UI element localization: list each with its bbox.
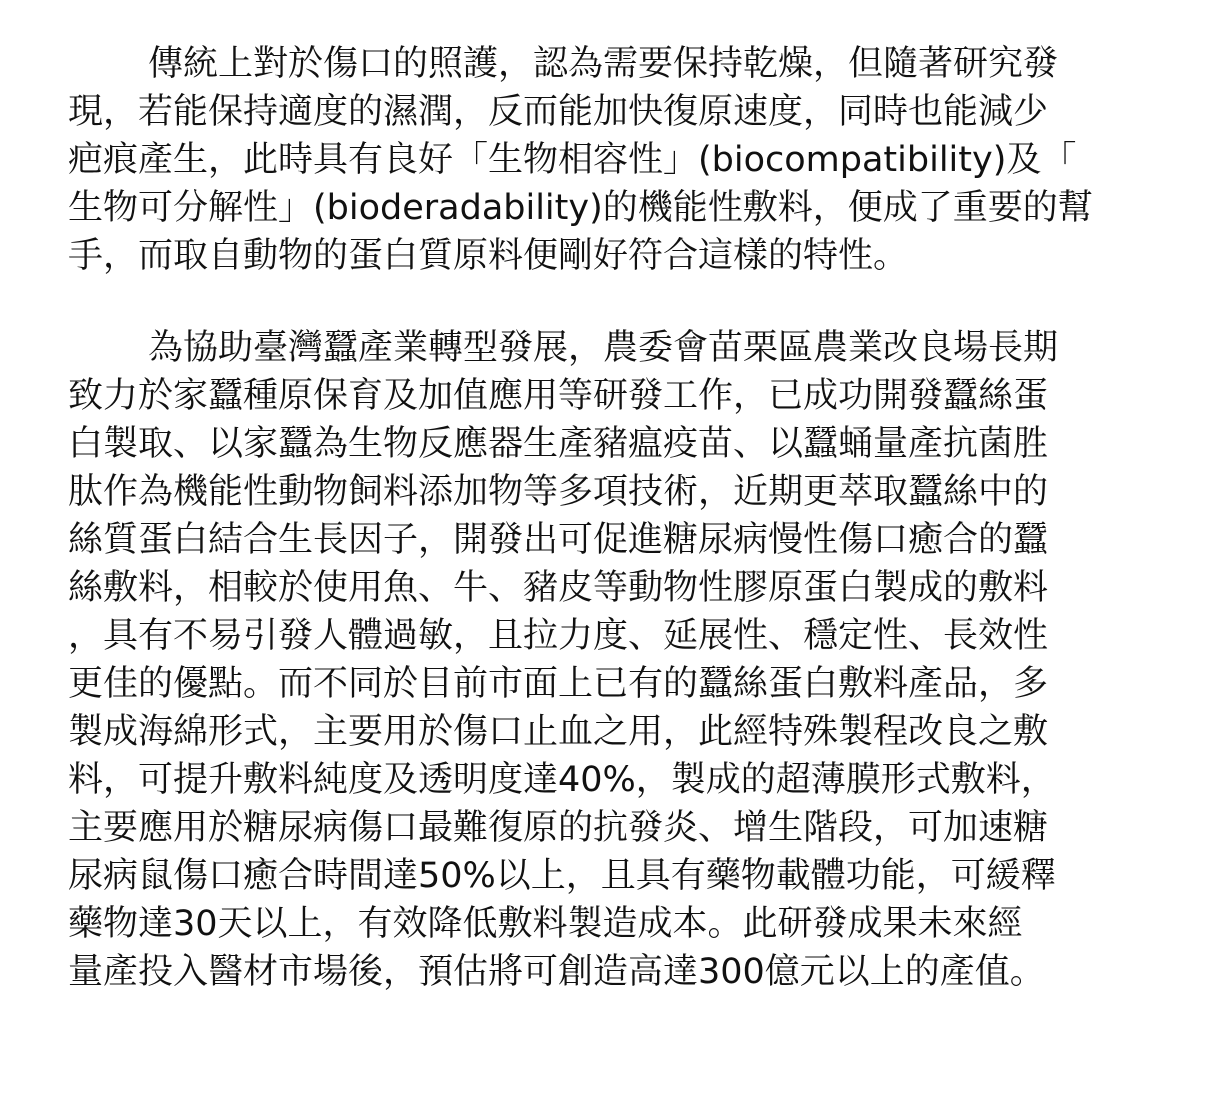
text-line: 絲質蛋白結合生長因子，開發出可促進糖尿病慢性傷口癒合的蠶 (68, 520, 1049, 560)
text-line: 更佳的優點。而不同於目前市面上已有的蠶絲蛋白敷料產品，多 (68, 664, 1049, 704)
text-line: 生物可分解性」(bioderadability)的機能性敷料，便成了重要的幫 (68, 188, 1093, 228)
text-line: 主要應用於糖尿病傷口最難復原的抗發炎、增生階段，可加速糖 (68, 808, 1049, 848)
text-line: 疤痕產生，此時具有良好「生物相容性」(biocompatibility)及「 (68, 140, 1077, 180)
text-line: 為協助臺灣蠶產業轉型發展，農委會苗栗區農業改良場長期 (148, 328, 1059, 368)
paragraph-wound-care (68, 40, 1140, 280)
text-line: 傳統上對於傷口的照護，認為需要保持乾燥，但隨著研究發 (148, 44, 1059, 84)
paragraph-spacer (68, 280, 1140, 324)
text-line: 尿病鼠傷口癒合時間達50%以上，且具有藥物載體功能，可緩釋 (68, 856, 1056, 896)
text-line: 量產投入醫材市場後，預估將可創造高達300億元以上的產值。 (68, 952, 1045, 992)
text-line: 肽作為機能性動物飼料添加物等多項技術，近期更萃取蠶絲中的 (68, 472, 1049, 512)
text-line: 致力於家蠶種原保育及加值應用等研發工作，已成功開發蠶絲蛋 (68, 376, 1049, 416)
document-body (68, 40, 1140, 996)
text-line: 現，若能保持適度的濕潤，反而能加快復原速度，同時也能減少 (68, 92, 1049, 132)
paragraph-silk-dressing (68, 324, 1140, 996)
text-line: 料，可提升敷料純度及透明度達40%，製成的超薄膜形式敷料， (68, 760, 1056, 800)
text-line: 製成海綿形式，主要用於傷口止血之用，此經特殊製程改良之敷 (68, 712, 1049, 752)
text-line: 白製取、以家蠶為生物反應器生產豬瘟疫苗、以蠶蛹量產抗菌胜 (68, 424, 1049, 464)
text-line: ，具有不易引發人體過敏，且拉力度、延展性、穩定性、長效性 (68, 616, 1049, 656)
text-line: 絲敷料，相較於使用魚、牛、豬皮等動物性膠原蛋白製成的敷料 (68, 568, 1049, 608)
text-line: 藥物達30天以上，有效降低敷料製造成本。此研發成果未來經 (68, 904, 1023, 944)
text-line: 手，而取自動物的蛋白質原料便剛好符合這樣的特性。 (68, 236, 909, 276)
